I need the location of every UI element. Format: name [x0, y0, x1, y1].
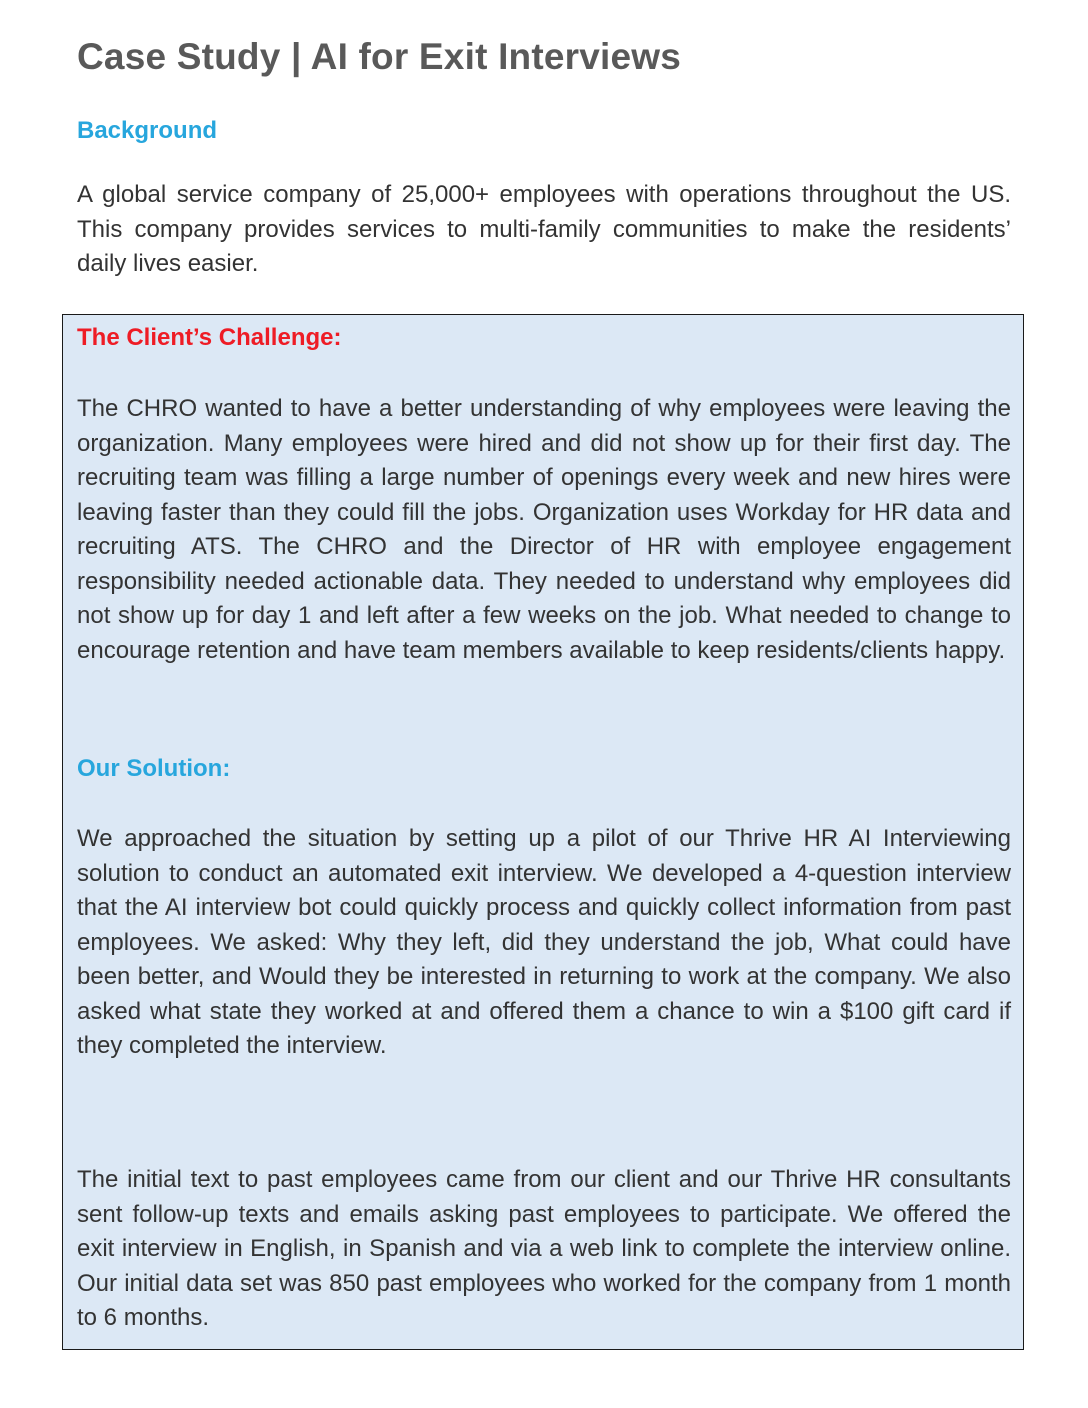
solution-paragraph-1: We approached the situation by setting up a pilot of our Thrive HR AI Interviewing solution to conduct an automated exit interview. We developed a 4-question interview that the AI interview bot could quickly process and quickly collect information from past employees. We asked: Why they left, did they understand the job, What could have been better, and Would they be interested in returning to work at the company. We also asked what state they worked at and offered them a chance to win a $100 gift card if they completed the interview. [77, 825, 1011, 1059]
challenge-heading: The Client’s Challenge: [77, 324, 342, 351]
solution-heading: Our Solution: [77, 755, 231, 782]
background-heading: Background [77, 117, 218, 144]
page-title: Case Study | AI for Exit Interviews [77, 36, 682, 77]
solution-paragraph-2: The initial text to past employees came from our client and our Thrive HR consultants sent follow-up texts and emails asking past employees to participate. We offered the exit interview in English, in Spanish and via a web link to complete the interview online. Our initial data set was 850 past employees who worked for the company from 1 month to 6 months. [77, 1166, 1011, 1331]
background-paragraph: A global service company of 25,000+ employees with operations throughout the US. This company provides services to multi-family communities to make the residents’ daily lives easier. [77, 181, 1011, 277]
challenge-paragraph: The CHRO wanted to have a better understanding of why employees were leaving the organization. Many employees were hired and did not show up for their first day. The recruiting team was filling a large number of openings every week and new hires were leaving faster than they could fill the jobs. Organization uses Workday for HR data and recruiting ATS. The CHRO and the Director of HR with employee engagement responsibility needed actionable data. They needed to understand why employees did not show up for day 1 and left after a few weeks on the job. What needed to change to encourage retention and have team members available to keep residents/clients happy. [77, 395, 1011, 664]
